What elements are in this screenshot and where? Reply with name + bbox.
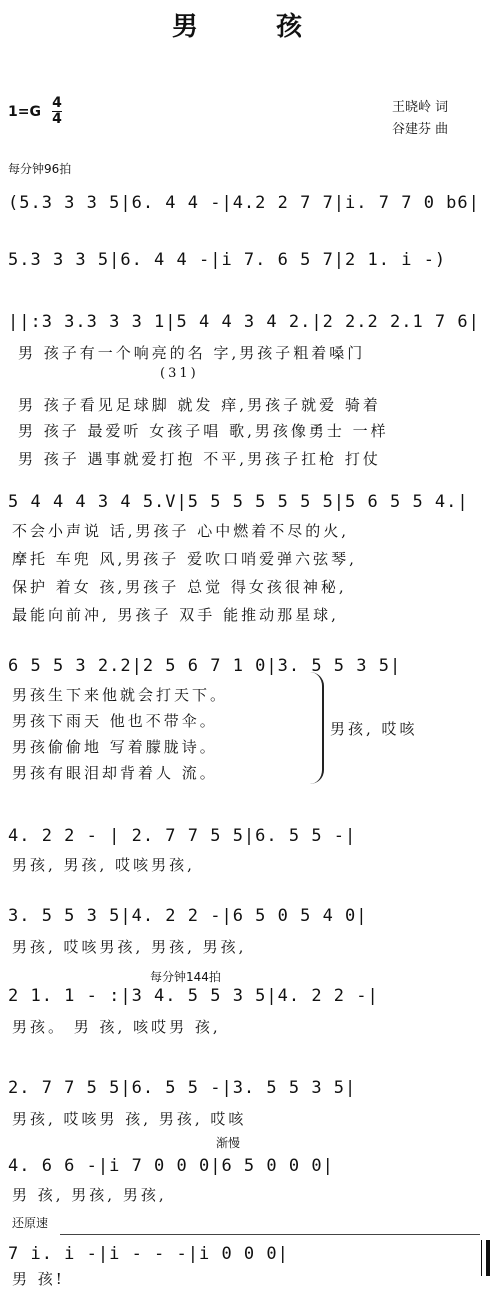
lyric-line: 不会小声说 话,男孩子 心中燃着不尽的火,	[12, 522, 350, 540]
key-signature: 1=G	[8, 104, 41, 120]
tie-line	[60, 1234, 480, 1235]
lyricist-credit: 王晓岭 词	[392, 100, 449, 115]
lyric-line: 男 孩子看见足球脚 就发 痒,男孩子就爱 骑着	[18, 396, 381, 414]
shared-lyric: 男孩, 哎咳	[330, 720, 418, 738]
lyric-line: 男孩有眼泪却背着人 流。	[12, 764, 218, 782]
lyric-line: 男孩下雨天 他也不带伞。	[12, 712, 218, 730]
meter-bottom: 4	[52, 111, 62, 127]
notation-row-2: 5.3 3 3 5|6. 4 4 -|i 7. 6 5 7|2 1. i -)	[8, 250, 447, 270]
lyric-line: 保护 着女 孩,男孩子 总觉 得女孩很神秘,	[12, 578, 347, 596]
notation-row-5: 6 5 5 3 2.2|2 5 6 7 1 0|3. 5 5 3 5|	[8, 656, 402, 676]
notation-row-4: 5 4 4 4 3 4 5.V|5 5 5 5 5 5 5|5 6 5 5 4.|	[8, 492, 469, 512]
final-barline-thick	[486, 1240, 490, 1276]
lyric-line: 男孩, 男孩, 哎咳男孩,	[12, 856, 195, 874]
page-title: 男 孩	[171, 12, 328, 42]
lyric-line: 男 孩子有一个响亮的名 字,男孩子粗着嗓门	[18, 344, 366, 362]
dynamic-marking: 渐慢	[216, 1136, 241, 1150]
final-barline-thin	[481, 1240, 482, 1276]
lyric-note: (31)	[160, 366, 199, 381]
composer-credit: 谷建芬 曲	[392, 122, 449, 137]
lyric-line: 男孩, 哎咳男孩, 男孩, 男孩,	[12, 938, 247, 956]
tempo-marking: 还原速	[12, 1216, 49, 1230]
lyric-line: 男孩偷偷地 写着朦胧诗。	[12, 738, 218, 756]
lyric-line: 男 孩, 男孩, 男孩,	[12, 1186, 167, 1204]
time-signature	[52, 96, 62, 126]
lyric-line: 男孩, 哎咳男 孩, 男孩, 哎咳	[12, 1110, 247, 1128]
lyric-line: 男 孩!	[12, 1270, 65, 1288]
notation-row-10: 4. 6 6 -|i 7 0 0 0|6 5 0 0 0|	[8, 1156, 334, 1176]
meter-top: 4	[52, 95, 62, 111]
lyric-line: 男 孩子 最爱听 女孩子唱 歌,男孩像勇士 一样	[18, 422, 389, 440]
lyric-line: 男孩。 男 孩, 咳哎男 孩,	[12, 1018, 221, 1036]
notation-row-6: 4. 2 2 - | 2. 7 7 5 5|6. 5 5 -|	[8, 826, 357, 846]
notation-row-9: 2. 7 7 5 5|6. 5 5 -|3. 5 5 3 5|	[8, 1078, 357, 1098]
notation-row-7: 3. 5 5 3 5|4. 2 2 -|6 5 0 5 4 0|	[8, 906, 368, 926]
lyric-line: 摩托 车兜 风,男孩子 爱吹口哨爱弹六弦琴,	[12, 550, 357, 568]
notation-row-11: 7 i. i -|i - - -|i 0 0 0|	[8, 1244, 289, 1264]
notation-row-8: 2 1. 1 - :|3 4. 5 5 3 5|4. 2 2 -|	[8, 986, 379, 1006]
verse-bracket	[310, 672, 324, 784]
tempo-marking: 每分钟96拍	[8, 162, 72, 176]
lyric-line: 男孩生下来他就会打天下。	[12, 686, 229, 704]
tempo-marking: 每分钟144拍	[150, 970, 221, 984]
lyric-line: 男 孩子 遇事就爱打抱 不平,男孩子扛枪 打仗	[18, 450, 381, 468]
notation-row-3: ||:3 3.3 3 3 1|5 4 4 3 4 2.|2 2.2 2.1 7 6|	[8, 312, 480, 332]
lyric-line: 最能向前冲, 男孩子 双手 能推动那星球,	[12, 606, 339, 624]
notation-row-1: (5.3 3 3 5|6. 4 4 -|4.2 2 7 7|i. 7 7 0 b6|	[8, 193, 480, 213]
